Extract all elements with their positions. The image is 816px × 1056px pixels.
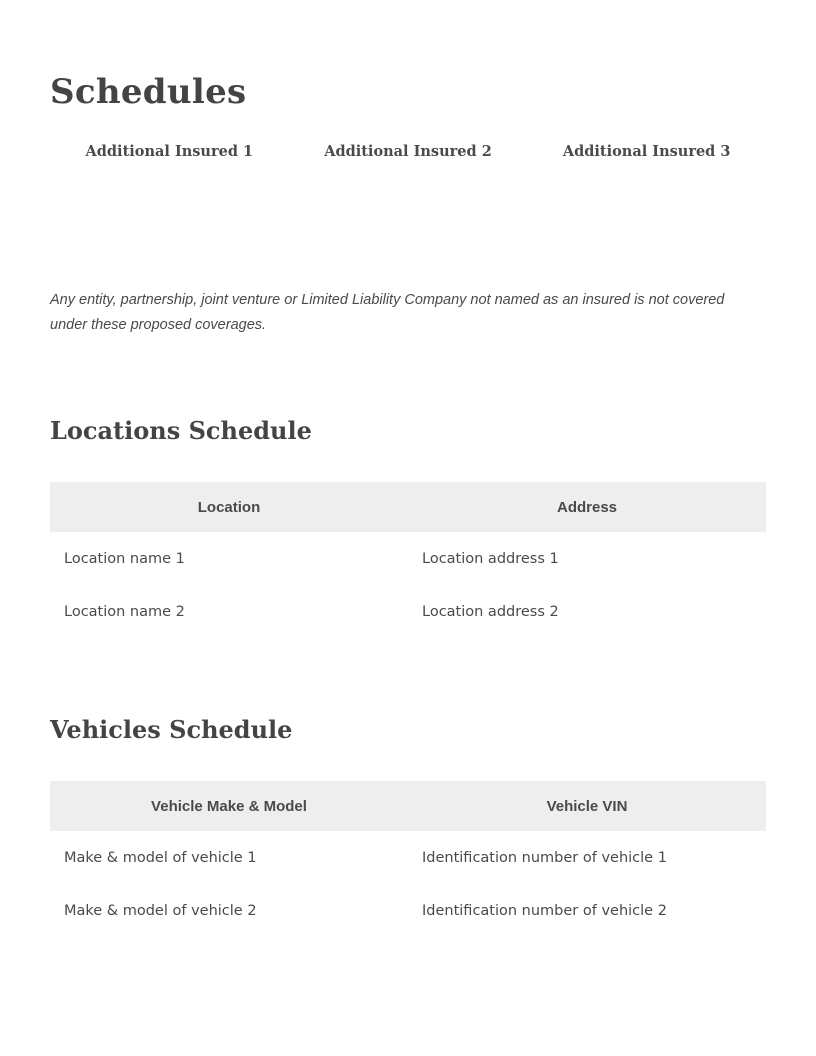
vehicle-make-model-cell: Make & model of vehicle 2 [64,902,257,919]
additional-insured-3-label: Additional Insured 3 [562,143,731,160]
page-title: Schedules [50,72,247,112]
location-address-cell: Location address 1 [422,550,559,567]
location-name-cell: Location name 2 [64,603,185,620]
locations-schedule-heading: Locations Schedule [50,416,312,445]
column-header-location: Location [50,482,408,532]
additional-insured-row [50,140,766,164]
location-address-cell: Location address 2 [422,603,559,620]
table-row [50,585,766,638]
column-header-address: Address [408,482,766,532]
vehicle-make-model-cell: Make & model of vehicle 1 [64,849,257,866]
vehicle-vin-cell: Identification number of vehicle 2 [422,902,667,919]
vehicle-vin-cell: Identification number of vehicle 1 [422,849,667,866]
table-row [50,884,766,937]
additional-insured-2-label: Additional Insured 2 [324,143,492,160]
table-row [50,831,766,884]
column-header-vehicle-vin: Vehicle VIN [408,781,766,831]
locations-table [50,482,766,638]
column-header-vehicle-make-model: Vehicle Make & Model [50,781,408,831]
vehicles-table [50,781,766,937]
location-name-cell: Location name 1 [64,550,185,567]
table-row [50,532,766,585]
vehicles-schedule-heading: Vehicles Schedule [50,715,293,744]
additional-insured-1-label: Additional Insured 1 [85,143,254,160]
table-header-row [50,781,766,831]
table-header-row [50,482,766,532]
coverage-disclaimer: Any entity, partnership, joint venture or Limited Liability Company not named as an insured is not covered under these proposed coverages. [50,292,725,333]
